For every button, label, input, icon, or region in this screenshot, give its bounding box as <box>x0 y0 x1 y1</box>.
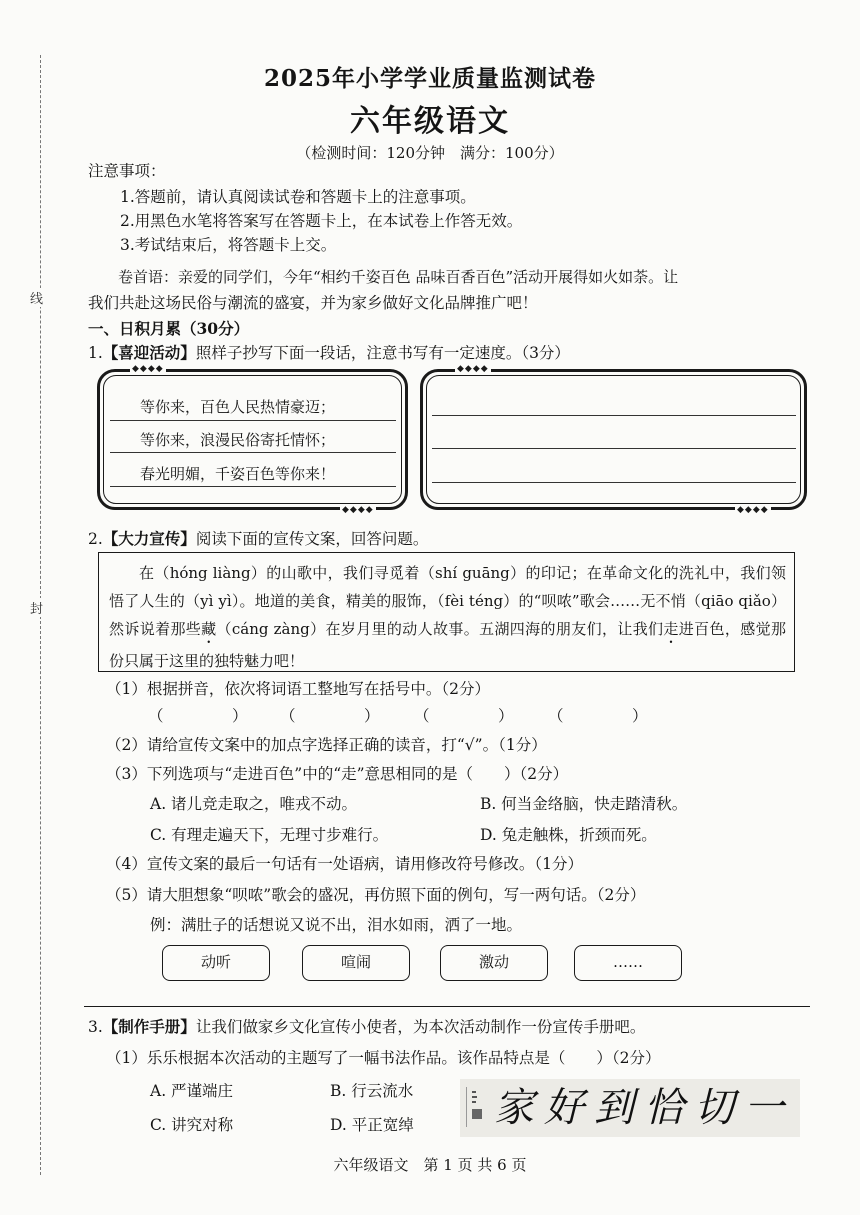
answer-line[interactable] <box>432 415 796 416</box>
binding-label-seal: 封 <box>30 598 43 617</box>
question-3 <box>88 1016 645 1038</box>
ruled-line <box>110 420 396 421</box>
word-box: 喧闹 <box>302 945 410 981</box>
ruled-line <box>110 452 396 453</box>
word-box: 激动 <box>440 945 548 981</box>
dotted-char: 藏 <box>201 620 217 638</box>
option-d[interactable]: D. 平正宽绰 <box>330 1116 414 1134</box>
passage-text: 在（hóng liàng）的山歌中，我们寻觅着（shí guāng）的印记；在革命文化的洗礼中，我们领悟了人生的（yì yì）。地道的美食，精美的服饰，（fèi téng）的“呗哝”歌会……无不悄（qiāo qiǎo）然诉说着那些 <box>109 564 786 638</box>
q2-sub1: （1）根据拼音，依次将词语工整地写在括号中。（2分） <box>106 680 490 698</box>
frame-ornament: ◆◆◆◆ <box>457 364 489 374</box>
promo-passage <box>98 552 795 672</box>
page-footer: 六年级语文 第 1 页 共 6 页 <box>333 1156 527 1174</box>
question-text: 阅读下面的宣传文案，回答问题。 <box>195 530 429 548</box>
dotted-char: 走 <box>663 620 679 638</box>
word-box: 动听 <box>162 945 270 981</box>
notes-heading: 注意事项： <box>88 162 166 180</box>
question-tag: 【制作手册】 <box>102 1017 196 1036</box>
answer-bracket-close: ） <box>632 707 648 725</box>
question-number: 3. <box>88 1018 103 1036</box>
preface-line-1: 卷首语：亲爱的同学们，今年“相约千姿百色 品味百香百色”活动开展得如火如荼。让 <box>118 268 679 286</box>
q2-sub2: （2）请给宣传文案中的加点字选择正确的读音，打“√”。（1分） <box>106 736 547 754</box>
seal-mark-icon <box>469 1087 489 1127</box>
subject-title: 六年级语文 <box>350 104 510 139</box>
calligraphy-seal <box>466 1087 489 1127</box>
option-c[interactable]: C. 有理走遍天下，无理寸步难行。 <box>150 826 389 844</box>
answer-bracket-open[interactable]: （ <box>414 707 430 725</box>
answer-bracket-open[interactable]: （ <box>280 707 296 725</box>
notes-item: 3.考试结束后，将答题卡上交。 <box>120 236 337 254</box>
question-text: 让我们做家乡文化宣传小使者，为本次活动制作一份宣传手册吧。 <box>195 1018 646 1036</box>
option-c[interactable]: C. 讲究对称 <box>150 1116 234 1134</box>
q2-sub4: （4）宣传文案的最后一句话有一处语病，请用修改符号修改。（1分） <box>106 855 583 873</box>
sample-line: 春光明媚，千姿百色等你来！ <box>140 465 336 483</box>
frame-ornament: ◆◆◆◆ <box>342 505 374 515</box>
question-1 <box>88 342 570 364</box>
question-number: 1. <box>88 344 103 362</box>
option-b[interactable]: B. 行云流水 <box>330 1082 414 1100</box>
option-d[interactable]: D. 兔走触株，折颈而死。 <box>480 826 657 844</box>
q2-sub3: （3）下列选项与“走进百色”中的“走”意思相同的是（ ）（2分） <box>106 765 569 783</box>
frame-ornament: ◆◆◆◆ <box>132 364 164 374</box>
notes-item: 2.用黑色水笔将答案写在答题卡上，在本试卷上作答无效。 <box>120 212 523 230</box>
question-tag: 【大力宣传】 <box>102 529 196 548</box>
option-b[interactable]: B. 何当金络脑，快走踏清秋。 <box>480 795 688 813</box>
question-number: 2. <box>88 530 103 548</box>
q2-sub5: （5）请大胆想象“呗哝”歌会的盛况，再仿照下面的例句，写一两句话。（2分） <box>106 886 646 904</box>
answer-bracket-close: ） <box>498 707 514 725</box>
preface-line-2: 我们共赴这场民俗与潮流的盛宴，并为家乡做好文化品牌推广吧！ <box>88 294 538 312</box>
ruled-line <box>110 486 396 487</box>
answer-bracket-open[interactable]: （ <box>548 707 564 725</box>
passage-text: （cáng zàng）在岁月里的动人故事。五湖四海的朋友们，让我们 <box>216 620 664 638</box>
example-sentence: 例：满肚子的话想说又说不出，泪水如雨，洒了一地。 <box>150 916 523 934</box>
exam-info: （检测时间：120分钟 满分：100分） <box>296 144 564 162</box>
question-tag: 【喜迎活动】 <box>102 343 196 362</box>
notes-item: 1.答题前，请认真阅读试卷和答题卡上的注意事项。 <box>120 188 476 206</box>
calligraphy-image <box>460 1079 800 1137</box>
calligraphy-text: 家好到恰切一 <box>494 1085 794 1131</box>
divider <box>84 1006 810 1007</box>
passage-text: 进百色，感觉那份只属于这里的独特魅力吧！ <box>109 620 786 670</box>
question-2 <box>88 528 428 550</box>
option-a[interactable]: A. 诸儿竞走取之，唯戎不动。 <box>150 795 358 813</box>
word-box: …… <box>574 945 682 981</box>
answer-line[interactable] <box>432 448 796 449</box>
binding-label-line: 线 <box>30 288 43 307</box>
question-text: 照样子抄写下面一段话，注意书写有一定速度。（3分） <box>195 344 570 362</box>
section-heading: 一、日积月累（30分） <box>88 319 250 338</box>
q3-sub1: （1）乐乐根据本次活动的主题写了一幅书法作品。该作品特点是（ ）（2分） <box>106 1049 661 1067</box>
frame-ornament: ◆◆◆◆ <box>737 505 769 515</box>
sample-line: 等你来，百色人民热情豪迈； <box>140 398 336 416</box>
answer-bracket-close: ） <box>364 707 380 725</box>
answer-bracket-close: ） <box>232 707 248 725</box>
copy-answer-frame-inner <box>426 375 801 504</box>
option-a[interactable]: A. 严谨端庄 <box>150 1082 234 1100</box>
answer-bracket-open[interactable]: （ <box>148 707 164 725</box>
answer-line[interactable] <box>432 482 796 483</box>
sample-line: 等你来，浪漫民俗寄托情怀； <box>140 431 336 449</box>
exam-title: 2025年小学学业质量监测试卷 <box>263 65 596 92</box>
